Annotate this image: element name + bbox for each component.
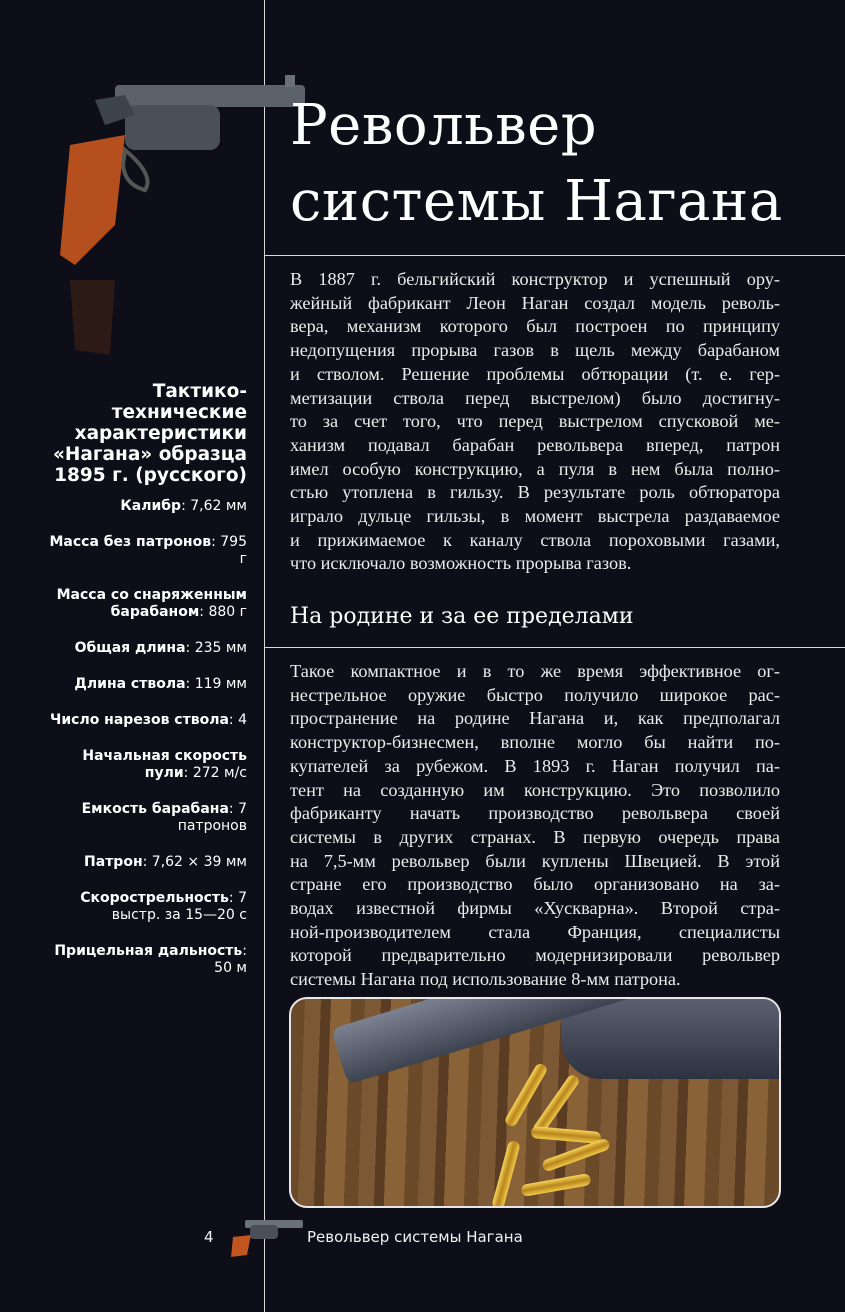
text-line: вера, механизм которого был построен по принципу [290,316,780,337]
section-heading: На родине и за ее пределами [290,604,634,629]
spec-item: Начальная скорость пули: 272 м/с [82,748,247,781]
spec-item: Патрон: 7,62 × 39 мм [84,854,247,870]
title-line: системы Нагана [290,169,783,234]
spec-value: 7 выстр. за 15—20 с [111,890,247,923]
text-line: жейный фабрикант Леон Наган создал модель револь- [290,292,780,313]
spec-label: Число нарезов ствола [50,712,229,728]
text-line: метизации ствола перед выстрелом) было достигну- [290,387,780,408]
text-line: то за счет того, что перед выстрелом спусковой ме- [290,411,780,432]
spec-value: 119 мм [194,676,247,692]
text-line: ханизм подавал барабан револьвера вперед, патрон [290,434,780,455]
spec-item: Число нарезов ствола: 4 [50,712,247,728]
spec-value: 272 м/с [192,765,247,781]
text-line: стране его производство было организовано на за- [290,874,780,895]
text-line: тент на созданную им конструкцию. Это позволило [290,779,780,800]
spec-value: 7,62 × 39 мм [151,854,247,870]
specs-title: Тактико-технические характеристики «Нагана» образца 1895 г. (русского) [52,381,247,486]
text-line: нестрельное оружие быстро получило широкое рас- [290,684,780,705]
text-line: фабриканту начать производство револьвера своей [290,803,780,824]
text-line: пространение на родине Нагана и, как предполагал [290,708,780,729]
text-line: системы Нагана под использование 8-мм патрона. [290,969,681,990]
title-rule [265,255,845,256]
text-line: конструктор-бизнесмен, вполне могло бы найти по- [290,732,780,753]
text-line: ной-производителем стала Франция, специалисты [290,921,780,942]
spec-label: Длина ствола [74,676,186,692]
revolver-illustration [55,65,305,365]
text-line: Такое компактное и в то же время эффективное ог- [290,661,780,681]
text-line: и прижимаемое к каналу ствола пороховыми газами, [290,529,780,550]
spec-label: Масса со снаряженным барабаном [56,587,247,620]
text-line: играло дульце гильзы, в момент выстрела раздаваемое [290,506,780,527]
spec-label: Масса без патронов [49,534,212,550]
spec-label: Скорострельность [80,890,229,906]
text-line: купателей за рубежом. В 1893 г. Наган получил па- [290,755,780,776]
spec-item: Емкость барабана: 7 патронов [81,801,247,834]
text-line: недопущения прорыва газов в щель между барабаном [290,340,780,361]
intro-paragraph [290,268,780,576]
title-line: Револьвер [290,93,598,158]
spec-value: 7 патронов [177,801,247,834]
spec-item: Общая длина: 235 мм [74,640,247,656]
text-line: которой предварительно модернизировали револьвер [290,945,780,966]
revolver-cartridges-photo [289,997,781,1208]
spec-item: Длина ствола: 119 мм [74,676,247,692]
spec-item: Калибр: 7,62 мм [120,498,247,514]
specs-sidebar [47,381,247,996]
spec-label: Прицельная дальность [54,943,243,959]
text-line: системы в других странах. В первую очередь права [290,826,780,847]
spec-value: 880 г [208,604,247,620]
spec-item: Прицельная дальность: 50 м [54,943,247,976]
spec-label: Патрон [84,854,143,870]
text-line: водах известной фирмы «Хускварна». Второй стра- [290,898,780,919]
section-paragraph [290,660,780,992]
text-line: стью утоплена в гильзу. В результате роль обтюратора [290,482,780,503]
text-line: и стволом. Решение проблемы обтюрации (т. е. гер- [290,363,780,384]
text-line: имел особую конструкцию, а пуля в нем была полно- [290,458,780,479]
spec-item: Масса со снаряженным барабаном: 880 г [56,587,247,620]
spec-item: Масса без патронов: 795 г [49,534,247,567]
revolver-thumbnail-icon [225,1215,305,1260]
page-number: 4 [204,1228,214,1246]
spec-value: 795 г [220,534,247,567]
spec-value: 4 [238,712,247,728]
subheading-rule [265,647,845,648]
text-line: В 1887 г. бельгийский конструктор и успешный ору- [290,269,780,289]
text-line: что исключало возможность прорыва газов. [290,553,632,574]
spec-label: Калибр [120,498,182,514]
text-line: на 7,5-мм револьвер были куплены Швецией. В этой [290,850,780,871]
spec-value: 7,62 мм [190,498,247,514]
spec-label: Общая длина [74,640,186,656]
spec-value: 235 мм [194,640,247,656]
spec-value: 50 м [214,960,247,976]
running-title: Револьвер системы Нагана [307,1228,523,1246]
spec-item: Скорострельность: 7 выстр. за 15—20 с [80,890,247,923]
spec-label: Емкость барабана [81,801,229,817]
page-title [290,88,783,240]
spec-label: Начальная скорость пули [82,748,247,781]
